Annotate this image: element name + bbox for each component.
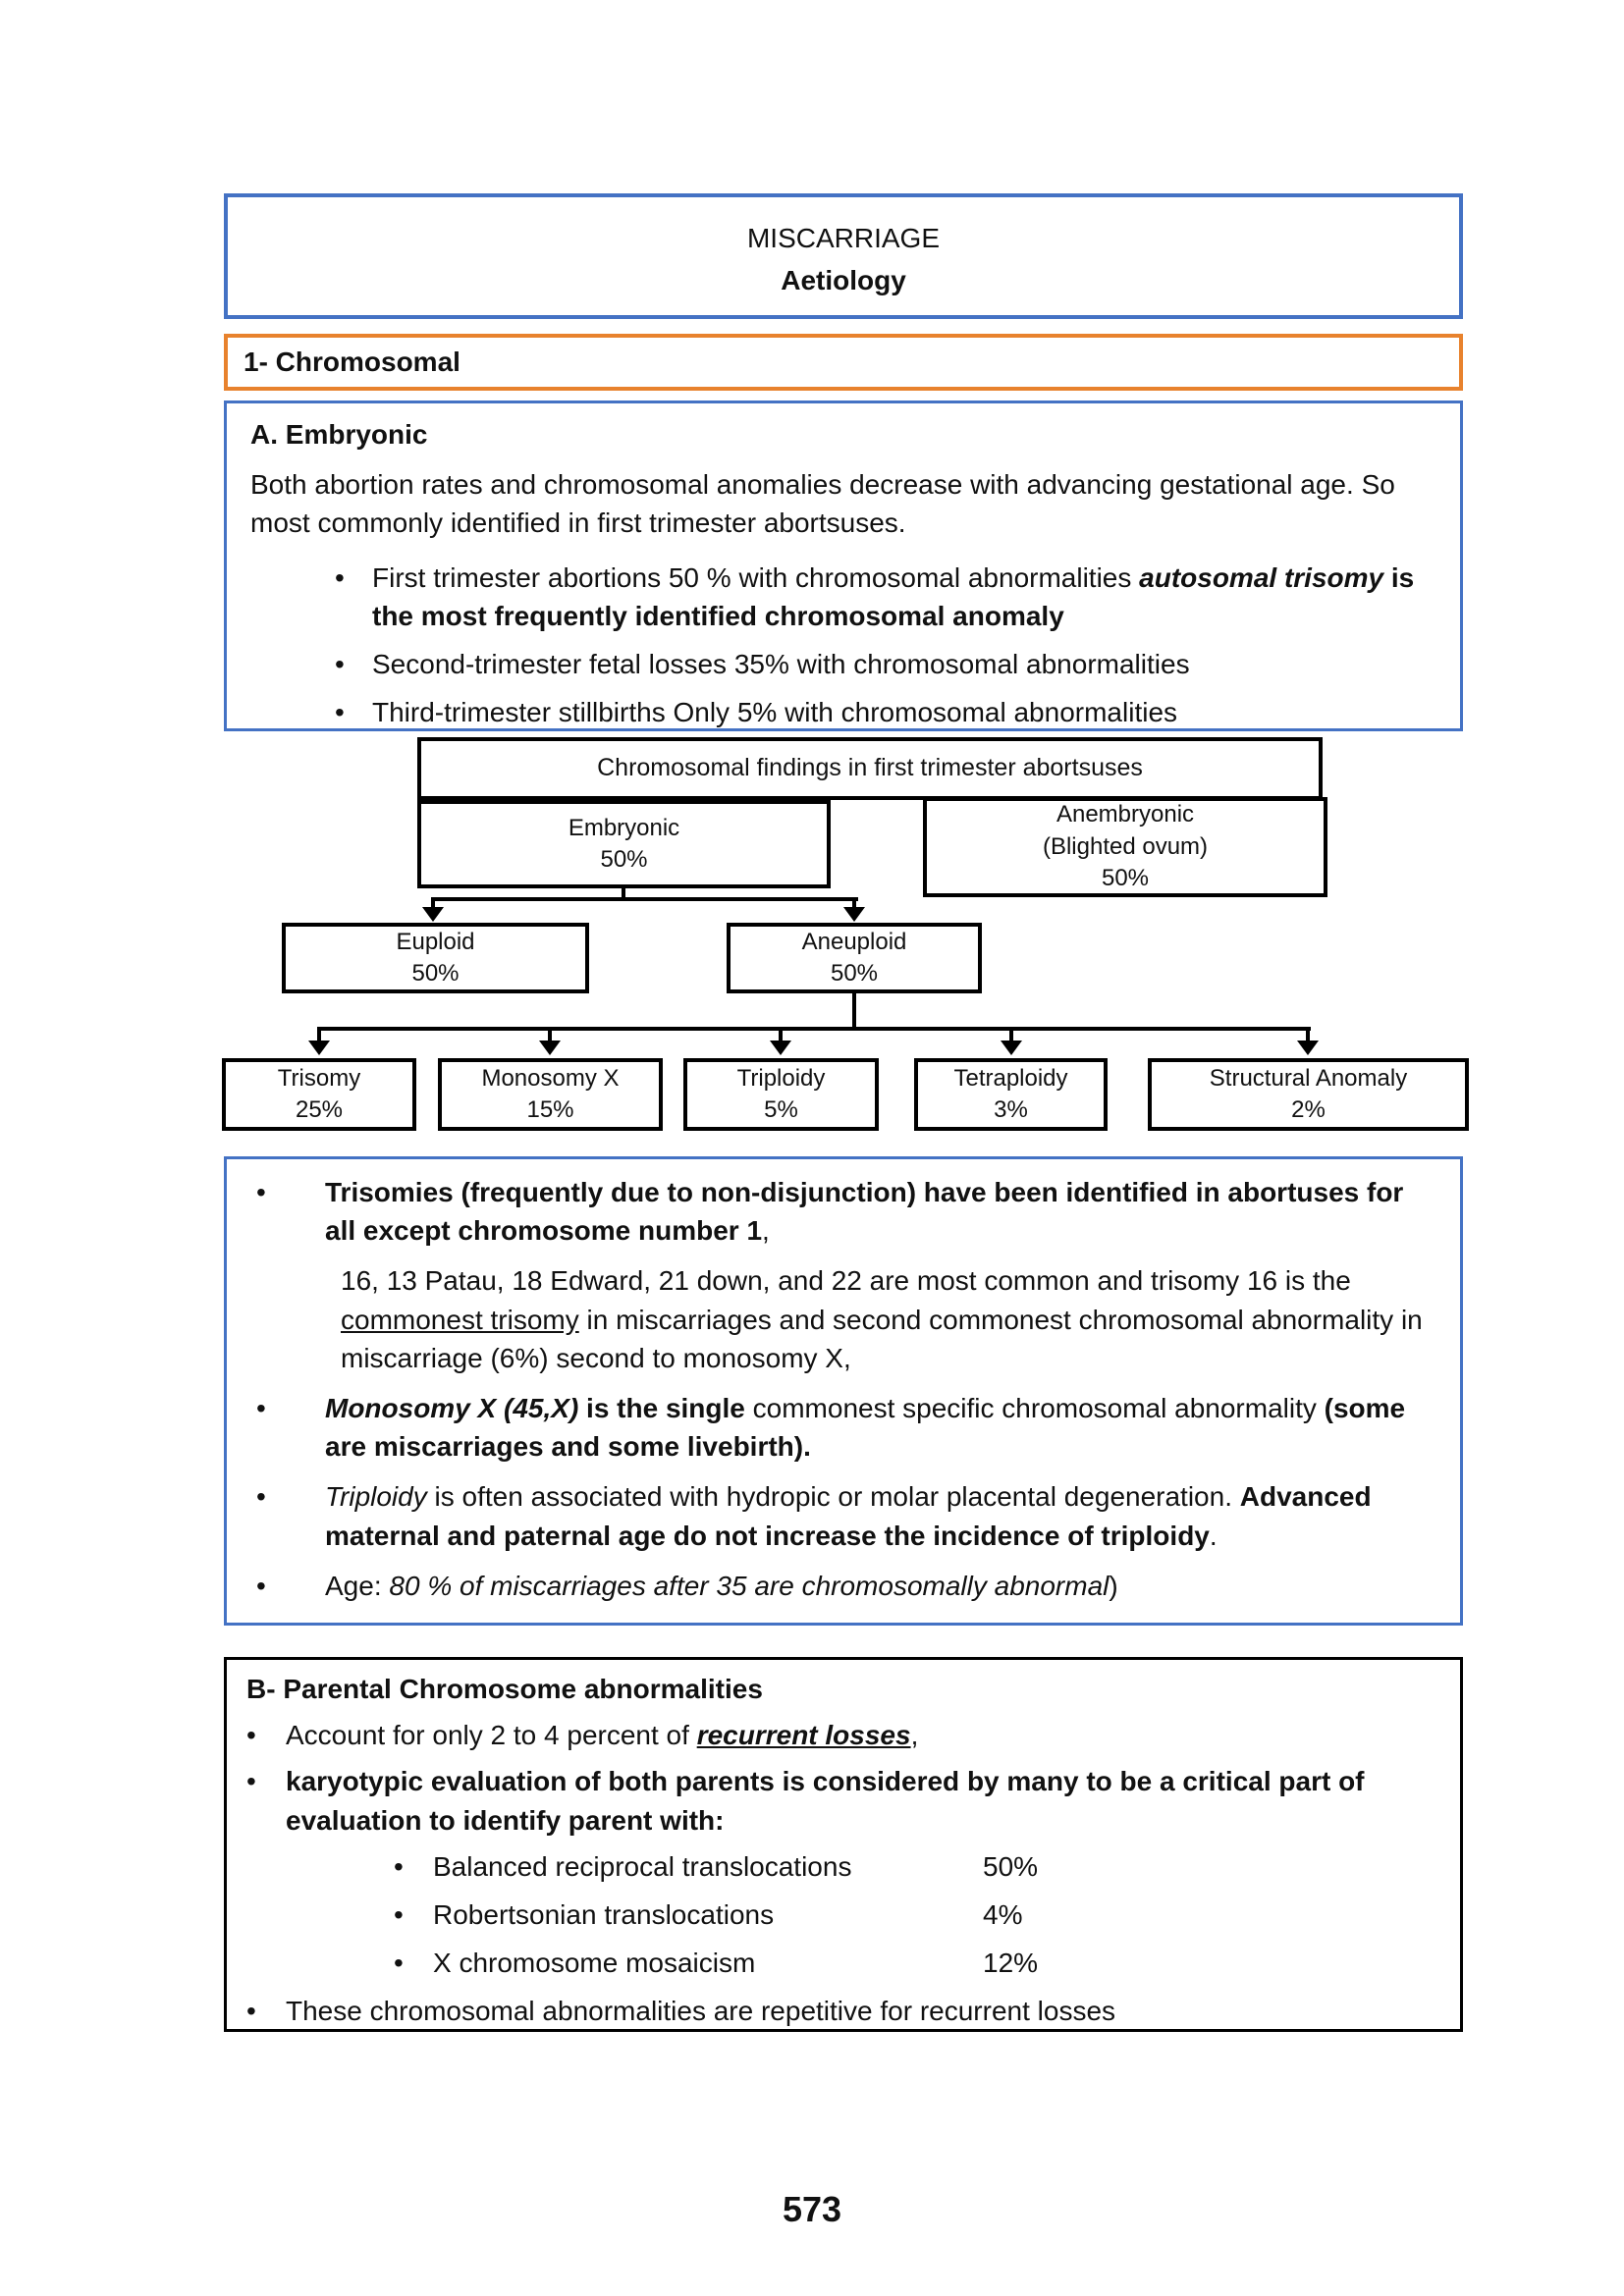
table-row [394,1896,1440,1934]
arrow-down-icon [308,1041,330,1055]
bullet-icon: • [246,1996,256,2027]
table-row [394,1944,1440,1982]
arrow-down-icon [1001,1041,1022,1055]
arrow-down-icon [770,1041,791,1055]
node-value: 50% [1101,865,1150,892]
node-label: Monosomy X [481,1064,620,1092]
flowchart-title: Chromosomal findings in first trimester abortsuses [597,754,1143,782]
section-b-heading: B- Parental Chromosome abnormalities [246,1674,763,1704]
doc-subtitle: Aetiology [781,265,906,296]
node-value: 5% [764,1096,798,1123]
flowchart-node-aneuploid [727,923,982,993]
node-value: 50% [600,846,648,873]
list-item [256,1477,1431,1554]
list-item [246,1716,1440,1754]
flowchart-node-trisomy [222,1058,416,1131]
title-box [224,193,1463,319]
bullet-icon: • [394,1898,404,1930]
arrow-down-icon [843,907,865,922]
bullet-text: Trisomies (frequently due to non-disjunction) have been identified in abortuses for all except chromosome number 1, [325,1177,1404,1247]
notes-box [224,1156,1463,1626]
bullet-icon: • [256,1392,266,1423]
node-value: 2% [1291,1096,1326,1123]
connector-line [317,1027,1311,1031]
bullet-icon: • [256,1570,266,1601]
connector-line [852,901,856,909]
bullet-text: Age: 80 % of miscarriages after 35 are chromosomally abnormal) [325,1570,1118,1601]
row-label: Balanced reciprocal translocations [433,1850,852,1882]
list-item [246,1762,1440,1839]
list-item [250,559,1436,635]
row-label: Robertsonian translocations [433,1898,775,1930]
arrow-down-icon [539,1041,561,1055]
bullet-icon: • [335,697,345,728]
bullet-icon: • [335,561,345,593]
node-label: Anembryonic [1056,801,1195,828]
page-number: 573 [782,2189,842,2229]
bullet-text: Account for only 2 to 4 percent of recurrent losses, [286,1720,919,1751]
bullet-icon: • [394,1948,404,1979]
node-label: Trisomy [277,1064,361,1092]
connector-line [1009,1031,1013,1042]
bullet-icon: • [335,648,345,679]
flowchart-node-structural-anomaly [1148,1058,1469,1131]
bullet-text: Third-trimester stillbirths Only 5% with chromosomal abnormalities [372,697,1178,728]
list-item [256,1389,1431,1466]
arrow-down-icon [1297,1041,1319,1055]
flowchart-node-monosomy-x [438,1058,663,1131]
connector-line [548,1031,552,1042]
table-row [394,1847,1440,1886]
connector-line [317,1031,321,1042]
list-item [250,645,1436,683]
row-value: 12% [983,1948,1039,1979]
flowchart-title-node [417,737,1323,800]
node-label: Structural Anomaly [1209,1064,1408,1092]
bullet-icon: • [394,1850,404,1882]
node-value: 50% [830,960,879,987]
section-b-box [224,1657,1463,2032]
bullet-text: Monosomy X (45,X) is the single commonest specific chromosomal abnormality (some are miscarriages and some livebirth). [325,1392,1406,1463]
node-sublabel: (Blighted ovum) [1042,832,1209,860]
bullet-text: These chromosomal abnormalities are repetitive for recurrent losses [286,1996,1116,2027]
flowchart-node-anembryonic [923,797,1327,897]
list-item [246,1992,1440,2030]
node-value: 50% [411,960,460,987]
node-label: Aneuploid [801,928,907,955]
bullet-text: First trimester abortions 50 % with chromosomal abnormalities autosomal trisomy is the most frequently identified chromosomal anomaly [372,561,1415,631]
flowchart-node-tetraploidy [914,1058,1108,1131]
section-1-header [224,334,1463,391]
node-value: 15% [526,1096,574,1123]
trisomies-detail: 16, 13 Patau, 18 Edward, 21 down, and 22 are most common and trisomy 16 is the commonest trisomy in miscarriages and second commonest chromosomal abnormality in miscarriage (6%) second to monosomy X, [341,1265,1423,1373]
bullet-icon: • [246,1766,256,1797]
list-item [256,1567,1431,1605]
connector-line [852,993,856,1031]
list-item [250,693,1436,731]
bullet-text: Triploidy is often associated with hydropic or molar placental degeneration. Advanced maternal and paternal age do not increase the incidence of triploidy. [325,1481,1372,1551]
node-value: 3% [994,1096,1028,1123]
list-item [256,1173,1431,1250]
node-label: Euploid [396,928,475,955]
row-value: 50% [983,1850,1039,1882]
bullet-icon: • [256,1177,266,1207]
connector-line [779,1031,783,1042]
row-value: 4% [983,1898,1023,1930]
section-a-box [224,400,1463,731]
section-a-heading: A. Embryonic [250,419,428,450]
connector-line [431,901,435,909]
connector-line [431,897,858,901]
connector-line [1306,1031,1310,1042]
node-label: Triploidy [736,1064,826,1092]
row-label: X chromosome mosaicism [433,1948,756,1979]
bullet-text: karyotypic evaluation of both parents is considered by many to be a critical part of evaluation to identify parent with: [286,1766,1365,1836]
bullet-icon: • [246,1720,256,1751]
arrow-down-icon [422,907,444,922]
node-value: 25% [295,1096,344,1123]
section-1-label: 1- Chromosomal [244,347,460,377]
section-a-intro: Both abortion rates and chromosomal anomalies decrease with advancing gestational age. So most commonly identified in first trimester abortsuses. [250,469,1395,539]
flowchart-node-triploidy [683,1058,879,1131]
doc-title: MISCARRIAGE [746,223,941,253]
bullet-text: Second-trimester fetal losses 35% with chromosomal abnormalities [372,648,1190,679]
flowchart-node-euploid [282,923,589,993]
connector-line [622,888,625,899]
node-label: Tetraploidy [953,1064,1068,1092]
flowchart-node-embryonic [417,800,831,888]
bullet-icon: • [256,1481,266,1513]
node-label: Embryonic [568,814,680,841]
